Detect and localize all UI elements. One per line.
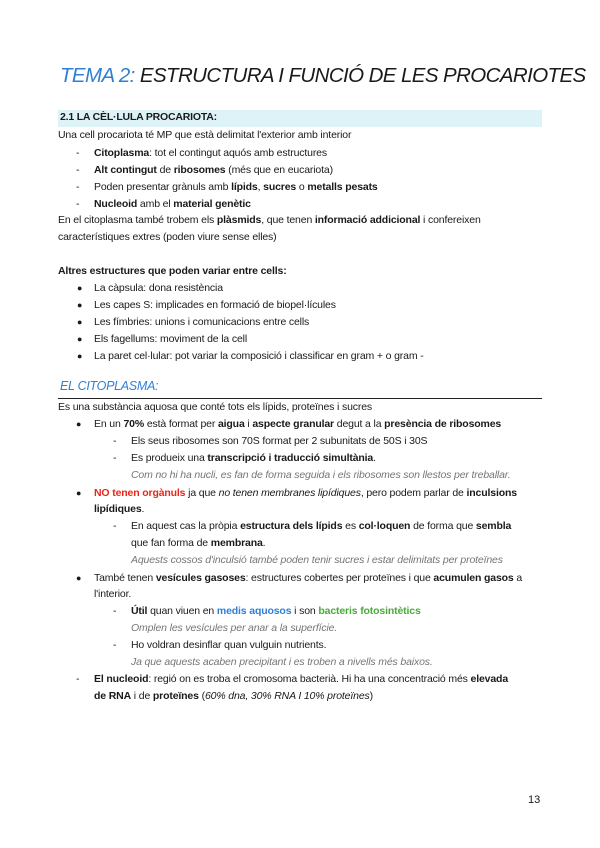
bullet-item: En un 70% està format per aigua i aspecte granular degut a la presència de ribosomes — [94, 418, 502, 430]
sub-item-line2: que fan forma de membrana. — [131, 537, 266, 549]
sub-item: En aquest cas la pròpia estructura dels lípids es col·loquen de forma que sembla — [131, 520, 512, 532]
bullet-item: La càpsula: dona resistència — [94, 282, 223, 294]
bullet-item: La paret cel·lular: pot variar la composició i classificar en gram + o gram - — [94, 350, 424, 362]
sub-item: Ho voldran desinflar quan vulguin nutrients. — [131, 639, 327, 651]
page-title — [60, 64, 586, 88]
section-heading-text: 2.1 LA CÈL·LULA PROCARIOTA: — [60, 111, 217, 123]
dash-marker: - — [76, 673, 80, 685]
dash-marker: - — [76, 181, 80, 193]
note-text: Ja que aquests acaben precipitant i es troben a nivells més baixos. — [131, 656, 433, 668]
plasmid-paragraph: En el citoplasma també trobem els plàsmids, que tenen informació addicional i confereixen — [58, 214, 481, 226]
title-number: TEMA 2: — [60, 64, 135, 87]
bullet-item: Els fagellums: moviment de la cell — [94, 333, 248, 345]
citoplasma-heading — [58, 378, 542, 399]
plasmid-paragraph-line2: característiques extres (poden viure sense elles) — [58, 231, 277, 243]
sub-item: Es produeix una transcripció i traducció simultània. — [131, 452, 376, 464]
bullet-item-line2: l'interior. — [94, 588, 132, 600]
bullet-marker: ● — [77, 351, 83, 361]
bullet-marker: ● — [77, 334, 83, 344]
bullet-marker: ● — [76, 573, 82, 583]
dash-item: Alt contingut de ribosomes (més que en eucariota) — [94, 164, 333, 176]
page-number: 13 — [528, 794, 541, 806]
bullet-marker: ● — [77, 300, 83, 310]
dash-marker: - — [76, 147, 80, 159]
dash-marker: - — [113, 605, 117, 617]
bullet-marker: ● — [77, 317, 83, 327]
dash-item: Nucleoid amb el material genètic — [94, 198, 251, 210]
intro-text: Una cell procariota té MP que està delimitat l'exterior amb interior — [58, 129, 352, 141]
dash-marker: - — [76, 164, 80, 176]
bullet-item: També tenen vesícules gasoses: estructures cobertes per proteïnes i que acumulen gasos a — [94, 572, 523, 584]
section-heading — [58, 110, 542, 127]
sub-item: Els seus ribosomes son 70S format per 2 subunitats de 50S i 30S — [131, 435, 428, 447]
citoplasma-intro: Es una substància aquosa que conté tots els lípids, proteïnes i sucres — [58, 401, 373, 413]
nucleoid-item-line2: de RNA i de proteïnes (60% dna, 30% RNA I 10% proteïnes) — [94, 690, 373, 702]
note-text: Aquests cossos d'inculsió també poden tenir sucres i estar delimitats per proteïnes — [131, 554, 503, 566]
title-text: ESTRUCTURA I FUNCIÓ DE LES PROCARIOTES — [139, 64, 586, 87]
dash-marker: - — [76, 198, 80, 210]
other-structures-heading: Altres estructures que poden variar entre cells: — [58, 265, 287, 277]
dash-marker: - — [113, 520, 117, 532]
dash-item: Citoplasma: tot el contingut aquós amb estructures — [94, 147, 327, 159]
bullet-marker: ● — [77, 283, 83, 293]
nucleoid-item: El nucleoid: regió on es troba el cromosoma bacterià. Hi ha una concentració més elevada — [94, 673, 509, 685]
note-text: Omplen les vesícules per anar a la superfície. — [131, 622, 338, 634]
sub-item: Útil quan viuen en medis aquosos i son bacteris fotosintètics — [131, 605, 421, 617]
bullet-item-line2: lipídiques. — [94, 503, 145, 515]
bullet-marker: ● — [76, 419, 82, 429]
dash-marker: - — [113, 435, 117, 447]
citoplasma-heading-text: EL CITOPLASMA: — [60, 379, 159, 393]
bullet-item: Les fímbries: unions i comunicacions entre cells — [94, 316, 310, 328]
bullet-item: NO tenen orgànuls ja que no tenen membranes lipídiques, pero podem parlar de inculsions — [94, 487, 517, 499]
note-text: Com no hi ha nucli, es fan de forma seguida i els ribosomes son llestos per treballar. — [131, 469, 511, 481]
dash-marker: - — [113, 452, 117, 464]
dash-marker: - — [113, 639, 117, 651]
bullet-item: Les capes S: implicades en formació de biopel·lícules — [94, 299, 336, 311]
bullet-marker: ● — [76, 488, 82, 498]
dash-item: Poden presentar grànuls amb lípids, sucres o metalls pesats — [94, 181, 378, 193]
